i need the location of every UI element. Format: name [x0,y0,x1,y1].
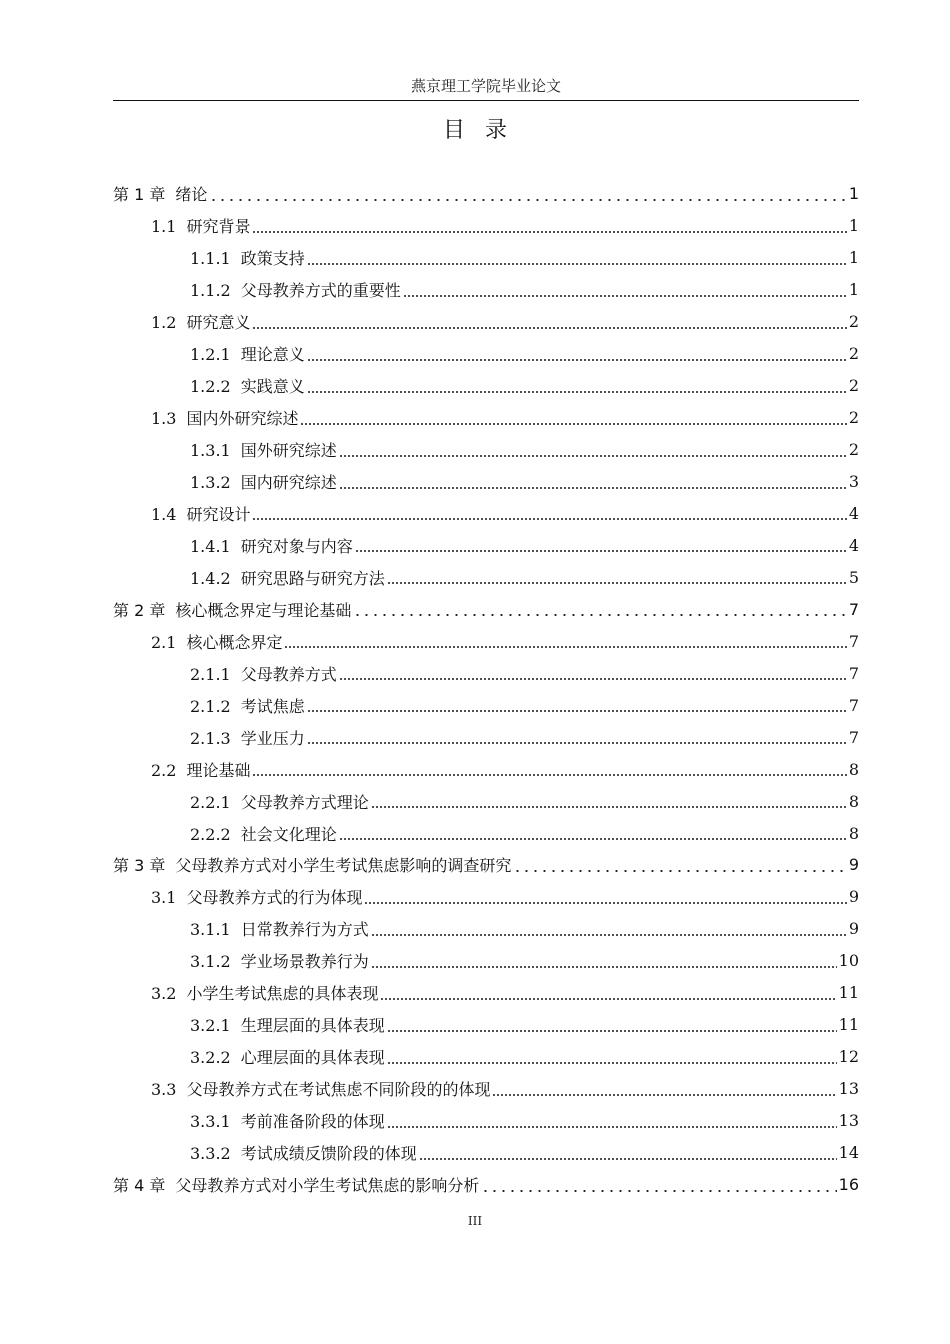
toc-entry-number: 2.2.2 [190,824,231,844]
toc-entry[interactable] [113,1009,859,1041]
toc-entry-title: 父母教养方式 [240,664,337,684]
toc-entry-page: 2 [848,408,859,428]
toc-entry[interactable] [113,466,859,498]
toc-entry-number: 1.1.1 [190,249,231,269]
toc-dot-leader [339,671,847,681]
toc-entry-number: 1.3 [151,409,177,429]
toc-entry-number: 3.3 [151,1080,177,1100]
toc-entry-number: 第 2 章 [113,600,166,620]
toc-dot-leader [387,1023,837,1033]
toc-dot-leader [364,895,846,905]
toc-entry-title: 理论意义 [240,345,305,365]
toc-dot-leader [380,991,836,1001]
toc-entry[interactable] [113,178,859,210]
toc-entry-page: 1 [848,280,859,300]
toc-entry-title: 考试成绩反馈阶段的体现 [240,1144,417,1164]
toc-entry[interactable] [113,274,859,306]
toc-entry-title: 研究对象与内容 [240,536,353,556]
toc-dot-leader [252,767,846,777]
toc-entry-label [151,310,250,333]
toc-entry-page: 4 [848,535,859,555]
toc-entry-page: 8 [848,759,859,779]
toc-entry-number: 3.2.2 [190,1048,231,1068]
toc-entry-label [113,598,351,621]
toc-entry-label [151,758,250,781]
toc-entry[interactable] [113,242,859,274]
toc-entry-page: 1 [848,216,859,236]
toc-entry-number: 3.3.1 [190,1112,231,1132]
toc-dot-leader [307,352,847,362]
toc-entry[interactable] [113,1105,859,1137]
toc-entry-page: 7 [848,631,859,651]
toc-entry-page: 7 [848,695,859,715]
toc-entry[interactable] [113,338,859,370]
toc-entry-page: 7 [848,663,859,683]
toc-entry[interactable] [113,210,859,242]
toc-entry-number: 3.1 [151,888,177,908]
toc-entry-page: 4 [848,504,859,523]
toc-entry-page: 7 [848,727,859,747]
toc-entry[interactable] [113,625,859,657]
toc-entry-number: 1.4 [151,505,177,524]
toc-entry-page: 1 [848,248,859,268]
toc-entry-title: 核心概念界定 [186,632,283,652]
toc-entry-page: 13 [838,1079,859,1099]
toc-dot-leader [307,703,847,713]
toc-dot-leader [339,480,847,490]
toc-entry-number: 1.1 [151,217,177,237]
toc-entry-label [151,406,298,429]
toc-entry-label [190,246,305,269]
toc-entry-number: 2.1.3 [190,728,231,748]
toc-entry[interactable] [113,1073,859,1105]
toc-dot-leader [387,575,847,585]
toc-entry-page: 1 [848,184,859,204]
toc-entry[interactable] [113,593,859,625]
toc-entry-page: 12 [838,1047,859,1067]
toc-entry[interactable] [113,977,859,1009]
toc-dot-leader [307,384,847,394]
toc-entry-number: 1.1.2 [190,281,231,301]
toc-entry-label [113,182,207,205]
toc-entry-number: 1.2.1 [190,345,231,365]
toc-dot-leader [307,256,847,266]
toc-entry-number: 1.3.2 [190,473,231,493]
toc-entry-label [151,885,362,908]
toc-entry-page: 7 [848,599,859,619]
toc-entry-label [190,917,369,940]
toc-entry[interactable] [113,370,859,402]
toc-entry-label [190,470,337,493]
toc-entry[interactable] [113,498,859,530]
toc-entry-label [151,1077,490,1100]
toc-entry-title: 日常教养行为方式 [240,920,369,940]
toc-entry-label [190,790,369,813]
toc-entry-page: 2 [848,440,859,460]
toc-entry-title: 国外研究综述 [240,441,337,461]
toc-dot-leader [481,1183,836,1193]
toc-entry-number: 2.1.1 [190,664,231,684]
toc-entry-number: 1.3.1 [190,441,231,461]
toc-entry-title: 父母教养方式对小学生考试焦虑的影响分析 [175,1176,480,1196]
toc-entry-number: 1.4.2 [190,568,231,588]
toc-entry-label [190,1141,417,1164]
toc-entry-number: 3.1.2 [190,952,231,972]
toc-entry-title: 考试焦虑 [240,696,305,716]
toc-entry-title: 父母教养方式的重要性 [240,281,401,301]
toc-entry-title: 绪论 [175,185,208,205]
toc-entry-title: 学业场景教养行为 [240,952,369,972]
toc-entry-label [190,1109,385,1132]
toc-dot-leader [252,224,846,234]
toc-entry-title: 父母教养方式的行为体现 [186,888,363,908]
toc-entry-page: 9 [848,919,859,939]
toc-entry-title: 父母教养方式对小学生考试焦虑影响的调查研究 [175,856,512,876]
toc-entry-title: 社会文化理论 [240,824,337,844]
toc-entry-label [151,630,282,653]
toc-dot-leader [209,192,846,202]
toc-entry-label [151,981,378,1004]
toc-entry-label [190,694,305,717]
toc-entry[interactable] [113,434,859,466]
page-number-footer: III [467,1214,483,1228]
toc-entry-title: 研究思路与研究方法 [240,568,385,588]
header-rule [113,100,859,101]
toc-dot-leader [284,639,846,649]
toc-dot-leader [387,1055,837,1065]
toc-entry[interactable] [113,1137,859,1169]
toc-entry-number: 1.2 [151,313,177,333]
toc-entry-number: 1.2.2 [190,377,231,397]
toc-entry-label [190,278,401,301]
toc-entry-title: 研究设计 [186,505,251,524]
toc-entry[interactable] [113,1041,859,1073]
toc-entry-number: 2.2.1 [190,792,231,812]
toc-entry-page: 9 [848,887,859,907]
toc-entry[interactable] [113,753,859,785]
toc-entry-label [190,662,337,685]
toc-entry-label [113,853,511,876]
toc-entry-label [190,1013,385,1036]
toc-entry-title: 实践意义 [240,377,305,397]
toc-entry-page: 11 [838,983,859,1003]
toc-entry-number: 2.2 [151,760,177,780]
toc-dot-leader [252,320,846,330]
toc-entry[interactable] [113,529,859,561]
toc-entry[interactable] [113,785,859,817]
toc-entry-title: 核心概念界定与理论基础 [175,600,352,620]
toc-dot-leader [371,959,837,969]
toc-entry-label [190,374,305,397]
toc-entry-number: 3.2.1 [190,1016,231,1036]
toc-entry-title: 父母教养方式在考试焦虑不同阶段的的体现 [186,1080,491,1100]
toc-entry-title: 考前准备阶段的体现 [240,1112,385,1132]
toc-entry-page: 2 [848,376,859,396]
toc-dot-leader [371,799,847,809]
toc-dot-leader [339,448,847,458]
toc-entry-label [190,726,305,749]
toc-entry-page: 3 [848,472,859,492]
toc-entry-label [190,1045,385,1068]
toc-entry-label [190,566,385,589]
toc-entry-page: 5 [848,567,859,587]
toc-entry-number: 1.4.1 [190,536,231,556]
toc-dot-leader [387,1119,837,1129]
toc-entry-label [190,342,305,365]
toc-entry[interactable] [113,657,859,689]
toc-entry-number: 2.1.2 [190,696,231,716]
toc-entry-title: 国内研究综述 [240,473,337,493]
toc-title: 目录 [442,118,527,143]
toc-entry-page: 11 [838,1015,859,1035]
toc-dot-leader [419,1151,837,1161]
toc-entry-title: 研究意义 [186,313,251,333]
toc-entry[interactable] [113,1169,859,1201]
toc-entry-page: 16 [838,1175,859,1195]
toc-entry-page: 8 [848,791,859,811]
toc-dot-leader [513,863,846,873]
page-header: 燕京理工学院毕业论文 [410,77,561,95]
toc-entry-label [113,1173,479,1196]
toc-entry-page: 10 [838,951,859,971]
toc-dot-leader [300,416,846,426]
table-of-contents [113,178,859,1201]
toc-dot-leader [403,288,847,298]
toc-entry[interactable] [113,817,859,849]
toc-entry-title: 研究背景 [186,217,251,237]
toc-entry-title: 心理层面的具体表现 [240,1048,385,1068]
toc-entry[interactable] [113,402,859,434]
toc-entry-label [151,502,250,525]
toc-entry-number: 第 3 章 [113,856,166,876]
toc-entry-number: 3.3.2 [190,1144,231,1164]
toc-entry-label [190,534,353,557]
toc-entry-page: 14 [838,1143,859,1163]
toc-dot-leader [371,927,847,937]
toc-entry-label [190,822,337,845]
toc-entry[interactable] [113,913,859,945]
toc-dot-leader [307,735,847,745]
toc-dot-leader [492,1087,836,1097]
toc-entry-title: 生理层面的具体表现 [240,1016,385,1036]
toc-entry[interactable] [113,945,859,977]
toc-entry[interactable] [113,721,859,753]
toc-dot-leader [353,607,846,617]
toc-entry[interactable] [113,881,859,913]
toc-entry-page: 13 [838,1111,859,1131]
toc-entry-number: 第 1 章 [113,185,166,205]
toc-dot-leader [252,511,846,521]
toc-dot-leader [339,831,847,841]
toc-entry-number: 3.1.1 [190,920,231,940]
toc-dot-leader [355,543,847,553]
toc-entry-label [190,949,369,972]
toc-entry[interactable] [113,849,859,881]
toc-entry-number: 第 4 章 [113,1176,166,1196]
toc-entry[interactable] [113,306,859,338]
toc-entry-label [190,438,337,461]
toc-entry-title: 父母教养方式理论 [240,792,369,812]
toc-entry-title: 政策支持 [240,249,305,269]
toc-entry-title: 理论基础 [186,760,251,780]
toc-entry[interactable] [113,689,859,721]
toc-entry-number: 2.1 [151,632,177,652]
toc-entry-page: 2 [848,344,859,364]
toc-entry-page: 8 [848,823,859,843]
toc-entry-label [151,214,250,237]
toc-entry-title: 学业压力 [240,728,305,748]
toc-entry-number: 3.2 [151,984,177,1004]
toc-entry-title: 国内外研究综述 [186,409,299,429]
toc-entry[interactable] [113,561,859,593]
toc-entry-page: 9 [848,855,859,875]
toc-entry-page: 2 [848,312,859,332]
toc-entry-title: 小学生考试焦虑的具体表现 [186,984,379,1004]
